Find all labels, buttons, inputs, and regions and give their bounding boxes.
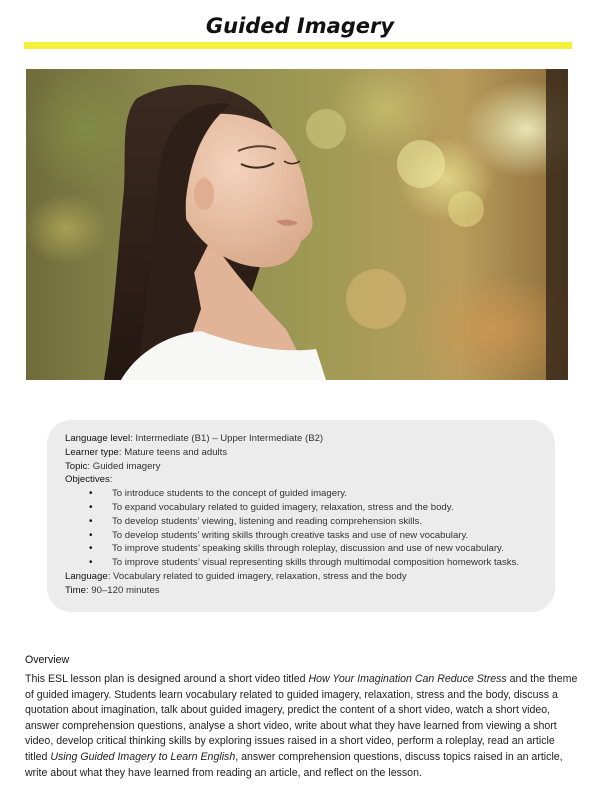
objectives-colon: : <box>109 474 113 486</box>
language-line <box>65 570 537 584</box>
overview-text-3: , answer comprehension questions, discuss topics raised in an article, write about what they have learned from reading an article, and reflect on the lesson. <box>25 750 563 779</box>
objective-item: • To introduce students to the concept of guided imagery. <box>65 487 537 501</box>
overview-heading: Overview <box>25 654 70 666</box>
title-underline <box>24 42 572 49</box>
language-value: : Vocabulary related to guided imagery, relaxation, stress and the body <box>107 570 407 582</box>
article-title: Using Guided Imagery to Learn English <box>50 750 236 763</box>
learner-type-label: Learner type <box>65 446 119 458</box>
learner-type-value: : Mature teens and adults <box>118 446 228 458</box>
language-level-label: Language level <box>65 433 131 444</box>
objective-item: • To improve students’ visual representing skills through multimodal composition homework tasks. <box>65 556 537 570</box>
topic-label: Topic <box>65 460 88 472</box>
overview-paragraph <box>25 672 578 781</box>
language-level-line <box>65 432 537 446</box>
objective-item: • To improve students’ speaking skills through roleplay, discussion and use of new vocabulary. <box>65 542 537 556</box>
lesson-info-box <box>47 420 555 612</box>
objective-item: • To develop students’ writing skills through creative tasks and use of new vocabulary. <box>65 529 537 543</box>
objectives-line <box>65 473 537 487</box>
objective-item: • To develop students’ viewing, listening and reading comprehension skills. <box>65 515 537 529</box>
objectives-label: Objectives <box>65 474 110 486</box>
time-value: : 90–120 minutes <box>85 584 160 596</box>
objectives-list <box>65 487 537 570</box>
learner-type-line <box>65 446 537 460</box>
language-label: Language <box>65 570 108 582</box>
video-title: How Your Imagination Can Reduce Stress <box>308 673 507 685</box>
page-title: Guided Imagery <box>205 14 395 38</box>
overview-text-1: This ESL lesson plan is designed around a short video titled <box>25 673 309 685</box>
overview-text-2: and the theme of guided imagery. Students learn vocabulary related to guided imagery, relaxation, stress and the body, discuss a quotation about imagination, talk about guided imagery, predict the content of a short video, watch a short video, answer comprehension questions, analyse a short video, write about what they have learned from viewing a short video, develop critical thinking skills by exploring issues raised in a short video, perform a roleplay, read an article titled <box>25 673 578 763</box>
woman-portrait-illustration <box>26 69 568 380</box>
objective-item: • To expand vocabulary related to guided imagery, relaxation, stress and the body. <box>65 501 537 515</box>
language-level-value: : Intermediate (B1) – Upper Intermediate (B2) <box>130 433 324 444</box>
topic-value: : Guided imagery <box>87 460 161 472</box>
time-line <box>65 584 537 598</box>
topic-line <box>65 460 537 474</box>
hero-photo <box>26 69 568 380</box>
time-label: Time <box>65 584 86 596</box>
